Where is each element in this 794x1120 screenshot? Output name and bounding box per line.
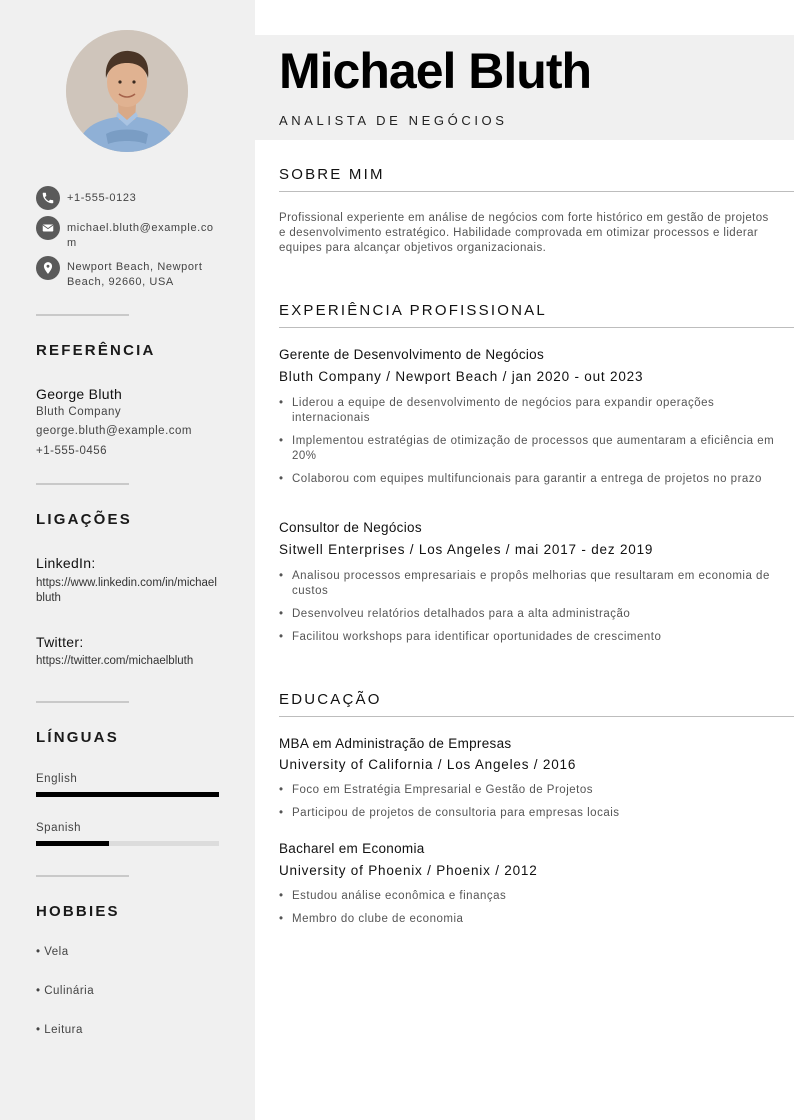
location-pin-icon <box>36 256 60 280</box>
envelope-icon <box>36 216 60 240</box>
reference-phone[interactable]: +1-555-0456 <box>36 445 108 457</box>
profile-photo <box>66 30 188 152</box>
section-rule <box>279 327 794 328</box>
job-bullet: • Facilitou workshops para identificar oportunidades de crescimento <box>279 630 779 645</box>
twitter-link[interactable]: https://twitter.com/michaelbluth <box>36 655 194 667</box>
contact-phone[interactable]: +1-555-0123 <box>67 192 137 204</box>
job-bullet: • Analisou processos empresariais e propôs melhorias que resultaram em economia de custos <box>279 569 779 599</box>
contact-email[interactable]: michael.bluth@example.com <box>67 222 214 249</box>
degree-school-line: University of Phoenix / Phoenix / 2012 <box>279 863 538 878</box>
sidebar-divider <box>36 314 129 316</box>
language-name: English <box>36 773 78 785</box>
job-title-entry: Gerente de Desenvolvimento de Negócios <box>279 347 545 362</box>
degree-title: Bacharel em Economia <box>279 841 425 856</box>
sidebar-divider <box>36 701 129 703</box>
contact-address: Newport Beach, Newport Beach, 92660, USA <box>67 261 203 288</box>
reference-company: Bluth Company <box>36 406 122 418</box>
job-bullet: • Implementou estratégias de otimização de processos que aumentaram a eficiência em 20% <box>279 434 779 464</box>
language-level-fill <box>36 841 109 846</box>
contact-phone-row <box>36 186 217 210</box>
about-text: Profissional experiente em análise de negócios com forte histórico em gestão de projetos e desenvolvimento estratégico. Habilidade comprovada em otimizar processos e liderar equipes para alcançar objetivos organizacionais. <box>279 212 769 254</box>
linkedin-label: LinkedIn: <box>36 555 96 571</box>
degree-title: MBA em Administração de Empresas <box>279 736 512 751</box>
job-bullet: • Liderou a equipe de desenvolvimento de negócios para expandir operações internacionais <box>279 396 779 426</box>
language-level-bar <box>36 792 219 797</box>
language-level-fill <box>36 792 219 797</box>
degree-bullet: • Participou de projetos de consultoria para empresas locais <box>279 806 779 821</box>
job-bullet: • Desenvolveu relatórios detalhados para a alta administração <box>279 607 779 622</box>
job-company-line: Sitwell Enterprises / Los Angeles / mai 2017 - dez 2019 <box>279 542 654 557</box>
education-heading: EDUCAÇÃO <box>279 691 382 708</box>
sidebar-divider <box>36 875 129 877</box>
job-company-line: Bluth Company / Newport Beach / jan 2020 - out 2023 <box>279 369 644 384</box>
job-bullet: • Colaborou com equipes multifuncionais para garantir a entrega de projetos no prazo <box>279 472 779 487</box>
contact-email-row <box>36 216 217 251</box>
contact-address-row <box>36 256 217 290</box>
section-rule <box>279 191 794 192</box>
reference-heading: REFERÊNCIA <box>36 342 156 359</box>
twitter-label: Twitter: <box>36 634 84 650</box>
links-heading: LIGAÇÕES <box>36 511 132 528</box>
job-title-entry: Consultor de Negócios <box>279 520 422 535</box>
experience-heading: EXPERIÊNCIA PROFISSIONAL <box>279 302 547 319</box>
sidebar-divider <box>36 483 129 485</box>
degree-bullet: • Membro do clube de economia <box>279 912 779 927</box>
languages-heading: LÍNGUAS <box>36 729 119 746</box>
hobby-item: • Vela <box>36 946 69 958</box>
about-heading: SOBRE MIM <box>279 166 385 183</box>
sidebar <box>0 0 255 1120</box>
section-rule <box>279 716 794 717</box>
degree-school-line: University of California / Los Angeles / 2016 <box>279 757 577 772</box>
degree-bullet: • Foco em Estratégia Empresarial e Gestão de Projetos <box>279 783 779 798</box>
reference-name: George Bluth <box>36 386 123 402</box>
person-name: Michael Bluth <box>279 43 592 99</box>
language-name: Spanish <box>36 822 82 834</box>
job-title: ANALISTA DE NEGÓCIOS <box>279 113 508 128</box>
degree-bullet: • Estudou análise econômica e finanças <box>279 889 779 904</box>
phone-icon <box>36 186 60 210</box>
hobbies-heading: HOBBIES <box>36 903 120 920</box>
linkedin-link[interactable]: https://www.linkedin.com/in/michaelbluth <box>36 577 217 604</box>
hobby-item: • Culinária <box>36 985 95 997</box>
hobby-item: • Leitura <box>36 1024 83 1036</box>
reference-email[interactable]: george.bluth@example.com <box>36 425 193 437</box>
language-level-bar <box>36 841 219 846</box>
